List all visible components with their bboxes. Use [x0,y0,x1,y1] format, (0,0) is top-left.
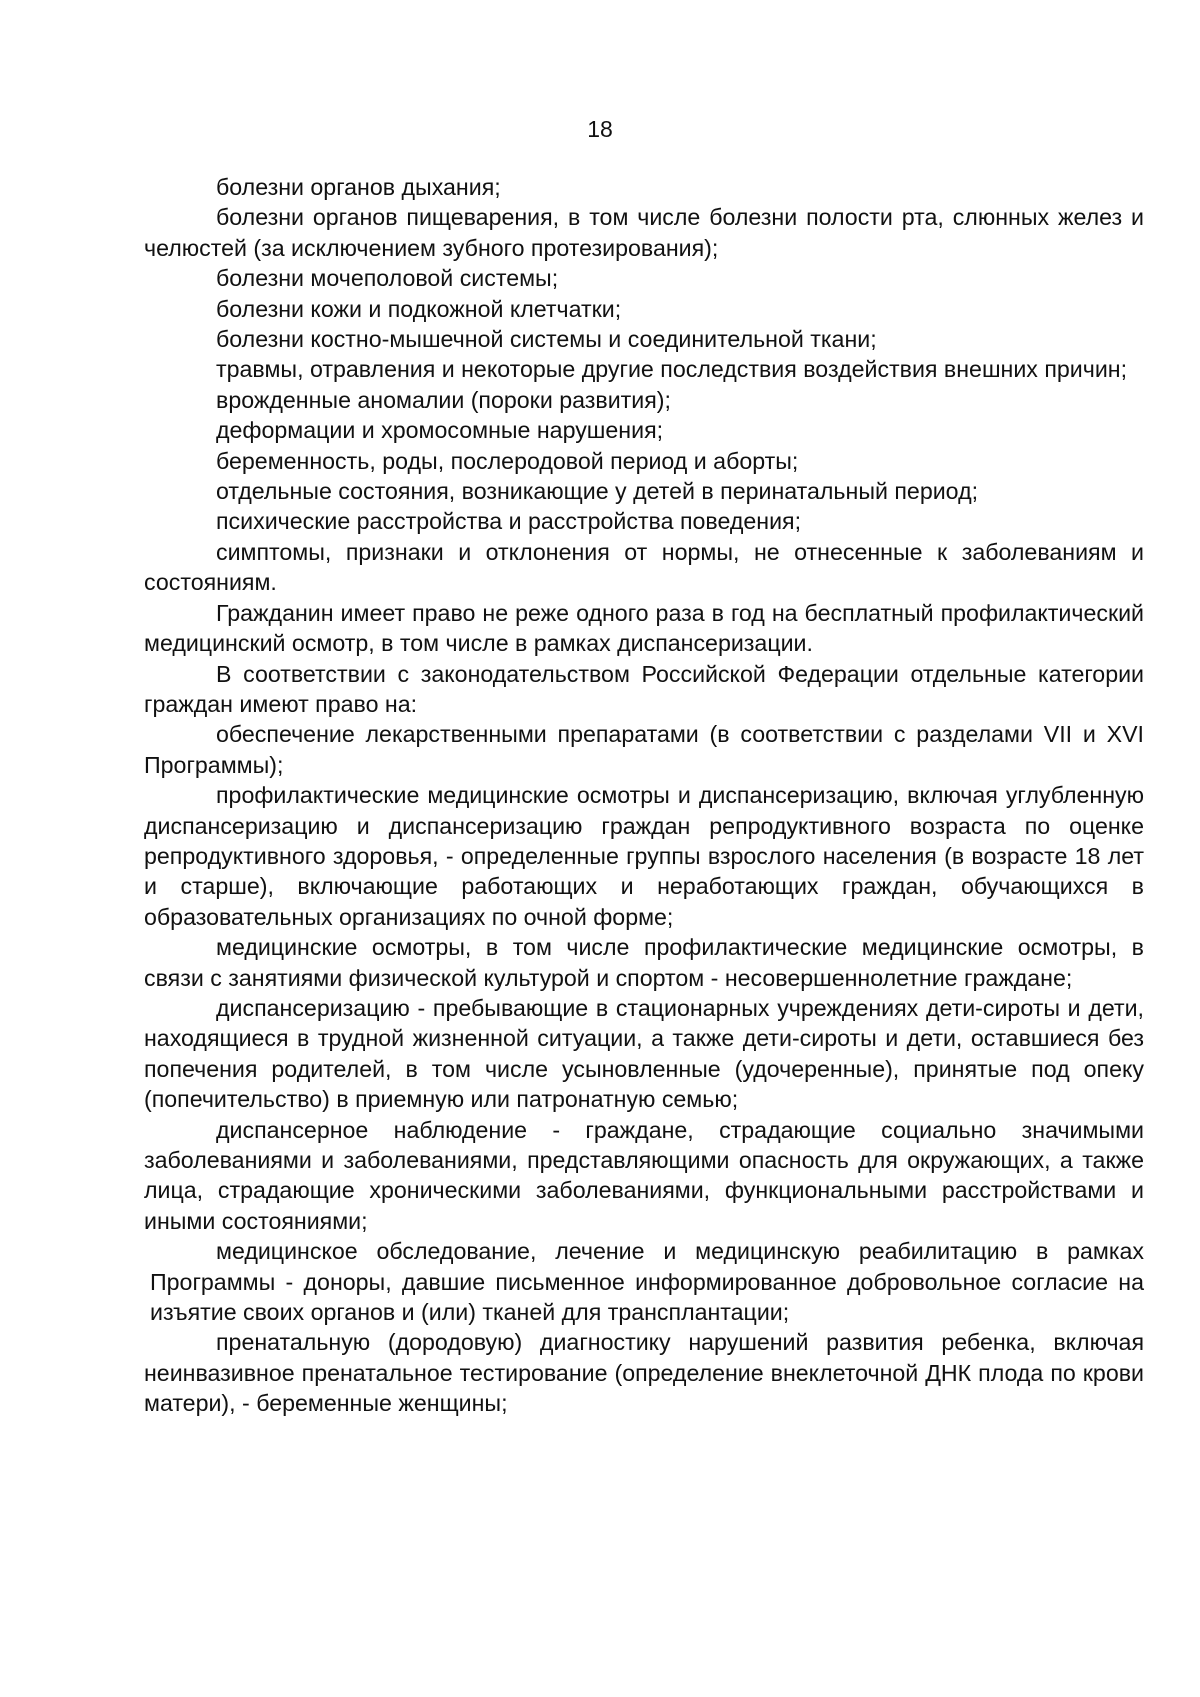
paragraph: симптомы, признаки и отклонения от нормы, не отнесенные к заболеваниям и состояниям. [144,538,1144,596]
paragraph: болезни мочеполовой системы; [216,265,559,292]
page-number: 18 [587,116,613,142]
document-body [144,172,1144,1419]
paragraph: врожденные аномалии (пороки развития); [216,386,671,413]
paragraph: В соответствии с законодательством Российской Федерации отдельные категории граждан имеют право на: [144,660,1144,717]
paragraph: медицинские осмотры, в том числе профилактические медицинские осмотры, в связи с занятиями физической культурой и спортом - несовершеннолетние граждане; [144,934,1144,991]
paragraph: болезни кожи и подкожной клетчатки; [216,295,622,322]
paragraph: психические расстройства и расстройства поведения; [216,508,802,535]
paragraph: диспансеризацию - пребывающие в стационарных учреждениях дети-сироты и дети, находящиеся в трудной жизненной ситуации, а также дети-сироты и дети, оставшиеся без попечения родителей, в том числе усыновленные (удочеренные), принятые под опеку (попечительство) в приемную или патронатную семью; [144,994,1144,1113]
paragraph: обеспечение лекарственными препаратами (в соответствии с разделами VII и XVI Программы); [144,721,1144,778]
paragraph: болезни костно-мышечной системы и соединительной ткани; [216,326,877,353]
paragraph: болезни органов дыхания; [216,174,501,200]
paragraph: деформации и хромосомные нарушения; [216,417,664,444]
paragraph: болезни органов пищеварения, в том числе болезни полости рта, слюнных желез и челюстей (за исключением зубного протезирования); [144,204,1144,261]
paragraph: отдельные состояния, возникающие у детей в перинатальный период; [216,478,979,505]
paragraph: пренатальную (дородовую) диагностику нарушений развития ребенка, включая неинвазивное пренатальное тестирование (определение внеклеточной ДНК плода по крови матери), - беременные женщины; [144,1329,1144,1417]
paragraph: беременность, роды, послеродовой период и аборты; [216,447,799,474]
paragraph: травмы, отравления и некоторые другие последствия воздействия внешних причин; [216,356,1128,383]
paragraph: медицинское обследование, лечение и медицинскую реабилитацию в рамках Программы - доноры, давшие письменное информированное добровольное согласие на изъятие своих органов и (или) тканей для трансплантации; [150,1238,1144,1326]
paragraph: диспансерное наблюдение - граждане, страдающие социально значимыми заболеваниями и заболеваниями, представляющими опасность для окружающих, а также лица, страдающие хроническими заболеваниями, функциональными расстройствами и иными состояниями; [144,1116,1144,1234]
paragraph: профилактические медицинские осмотры и диспансеризацию, включая углубленную диспансеризацию и диспансеризацию граждан репродуктивного возраста по оценке репродуктивного здоровья, - определенные группы взрослого населения (в возрасте 18 лет и старше), включающие работающих и неработающих граждан, обучающихся в образовательных организациях по очной форме; [144,782,1144,930]
paragraph: Гражданин имеет право не реже одного раза в год на бесплатный профилактический медицинский осмотр, в том числе в рамках диспансеризации. [144,599,1144,657]
